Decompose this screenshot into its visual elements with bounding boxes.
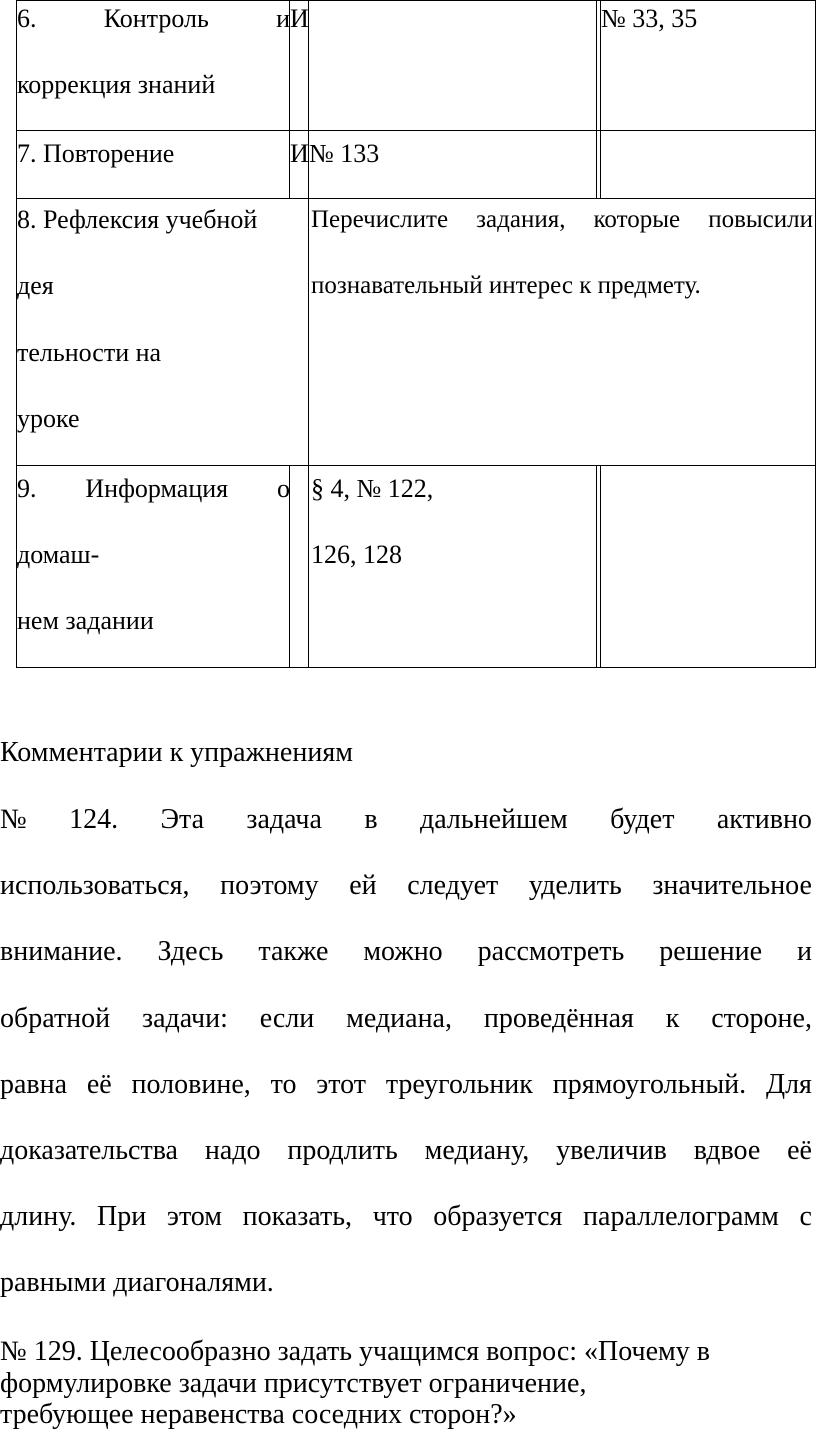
word: равна [0,1069,68,1100]
word: использоваться, [0,870,190,901]
word: надо [204,1135,261,1166]
word: будет [610,804,675,835]
word: Эта [160,804,204,835]
row7-task: № 133 [309,139,380,168]
word: ей [349,870,377,901]
word: прямоугольный. [552,1069,747,1100]
row8-reflection-line2: познавательный интерес к предмету. [311,272,701,299]
comment-124-line [0,1203,812,1231]
column-divider [596,465,597,668]
word: задачи: [142,1003,228,1034]
word: рассмотреть [477,936,625,967]
word: обратной [0,1003,111,1034]
word: При [97,1201,147,1232]
comment-129-line3: требующее неравенства соседних сторон?» [0,1399,517,1430]
comment-124-last-line: равными диагоналями. [0,1267,274,1298]
word: её [787,1135,812,1166]
comment-129-line2: формулировке задачи присутствует ограничение, [0,1368,587,1399]
row6-stage-line2: коррекция знаний [17,70,216,99]
comment-124-line [0,938,812,966]
word: то [270,1069,297,1100]
word: медиана, [346,1003,452,1034]
word: также [258,936,329,967]
column-divider [596,0,597,199]
word: Здесь [157,936,224,967]
word: задача [246,804,322,835]
word: доказательства [0,1135,178,1166]
row8-stage-line4: уроке [17,404,80,433]
row6-extra: № 33, 35 [601,4,698,33]
word: 124. [69,804,119,835]
row8-reflection-line1: Перечислите задания, которые повысили [311,206,813,233]
column-divider [600,465,601,668]
comment-124-line [0,1071,812,1099]
word: с [799,1201,812,1232]
row6-form: И [290,4,309,33]
word: показать, [242,1201,353,1232]
comment-124-line [0,806,812,834]
word: стороне, [711,1003,812,1034]
word: решение [659,936,763,967]
word: проведённая [483,1003,634,1034]
row9-stage-line1: 9. Информация о [17,474,290,503]
word: образуется [433,1201,563,1232]
row-divider [16,198,816,199]
word: половине, [131,1069,251,1100]
word: в [364,804,378,835]
word: этот [316,1069,367,1100]
word: значительное [652,870,812,901]
word: активно [716,804,812,835]
comment-124-line [0,872,812,900]
word: что [372,1201,413,1232]
word: треугольник [385,1069,533,1100]
table-bottom-border [16,667,816,668]
row8-stage-line3: тельности на [17,338,162,367]
row8-stage-line2: дея [17,271,54,300]
row7-form: И [290,139,309,168]
word: увеличив [556,1135,667,1166]
column-divider [308,0,309,668]
table-top-border [16,0,816,1]
word: продлить [287,1135,398,1166]
row8-stage-line1: 8. Рефлексия учебной [17,205,258,234]
word: параллелограмм [583,1201,779,1232]
word: внимание. [0,936,123,967]
word: и [797,936,812,967]
comment-124-line [0,1137,812,1165]
row-divider [16,465,816,466]
row9-task-line2: 126, 128 [311,540,402,569]
word: дальнейшем [419,804,568,835]
comments-heading: Комментарии к упражнениям [0,737,353,768]
word: № [0,804,27,835]
word: можно [363,936,443,967]
row9-task-line1: § 4, № 122, [311,474,434,503]
row9-stage-line2: домаш- [17,540,100,569]
word: следует [407,870,499,901]
word: медиану, [424,1135,530,1166]
row7-stage: 7. Повторение [17,139,175,168]
word: если [259,1003,315,1034]
row9-stage-line3: нем задании [17,606,154,635]
word: к [665,1003,680,1034]
word: вдвое [693,1135,761,1166]
word: этом [166,1201,222,1232]
word: поэтому [220,870,319,901]
row-divider [16,130,816,131]
word: её [86,1069,112,1100]
word: уделить [528,870,622,901]
comment-124-line [0,1005,812,1033]
word: длину. [0,1201,77,1232]
comment-129-line1: № 129. Целесообразно задать учащимся вопрос: «Почему в [0,1336,710,1367]
row6-stage-line1: 6. Контроль и [17,4,290,33]
word: Для [765,1069,812,1100]
